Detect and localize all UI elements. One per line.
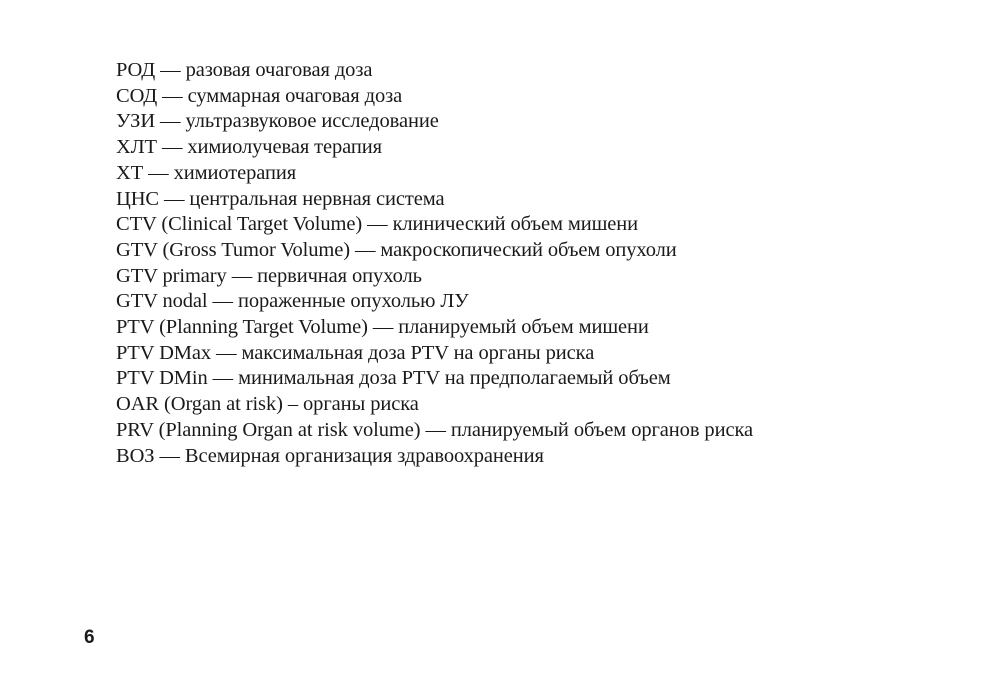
abbreviation-entry: GTV (Gross Tumor Volume) — макроскопический объем опухоли (116, 238, 677, 261)
abbreviation-entry: РОД — разовая очаговая доза (116, 59, 373, 81)
abbreviation-entry: PRV (Planning Organ at risk volume) — планируемый объем органов риска (116, 418, 753, 441)
abbreviation-entry: ЦНС — центральная нервная система (116, 187, 445, 210)
abbreviation-entry: GTV primary — первичная опухоль (116, 264, 422, 287)
abbreviation-entry: ХЛТ — химиолучевая терапия (116, 136, 382, 159)
abbreviation-list (116, 58, 753, 469)
abbreviation-entry: ХТ — химиотерапия (116, 161, 297, 184)
abbreviation-entry: GTV nodal — пораженные опухолью ЛУ (116, 290, 469, 313)
page-number: 6 (84, 627, 95, 648)
abbreviation-entry: СОД — суммарная очаговая доза (116, 84, 403, 107)
abbreviation-entry: УЗИ — ультразвуковое исследование (116, 110, 439, 133)
abbreviation-entry: OAR (Organ at risk) – органы риска (116, 393, 419, 416)
abbreviation-entry: ВОЗ — Всемирная организация здравоохранения (116, 444, 544, 467)
abbreviation-entry: PTV DMin — минимальная доза PTV на предполагаемый объем (116, 367, 671, 390)
abbreviation-entry: CTV (Clinical Target Volume) — клинический объем мишени (116, 213, 639, 236)
abbreviation-entry: PTV DMax — максимальная доза PTV на органы риска (116, 341, 595, 364)
abbreviation-entry: PTV (Planning Target Volume) — планируемый объем мишени (116, 316, 649, 339)
